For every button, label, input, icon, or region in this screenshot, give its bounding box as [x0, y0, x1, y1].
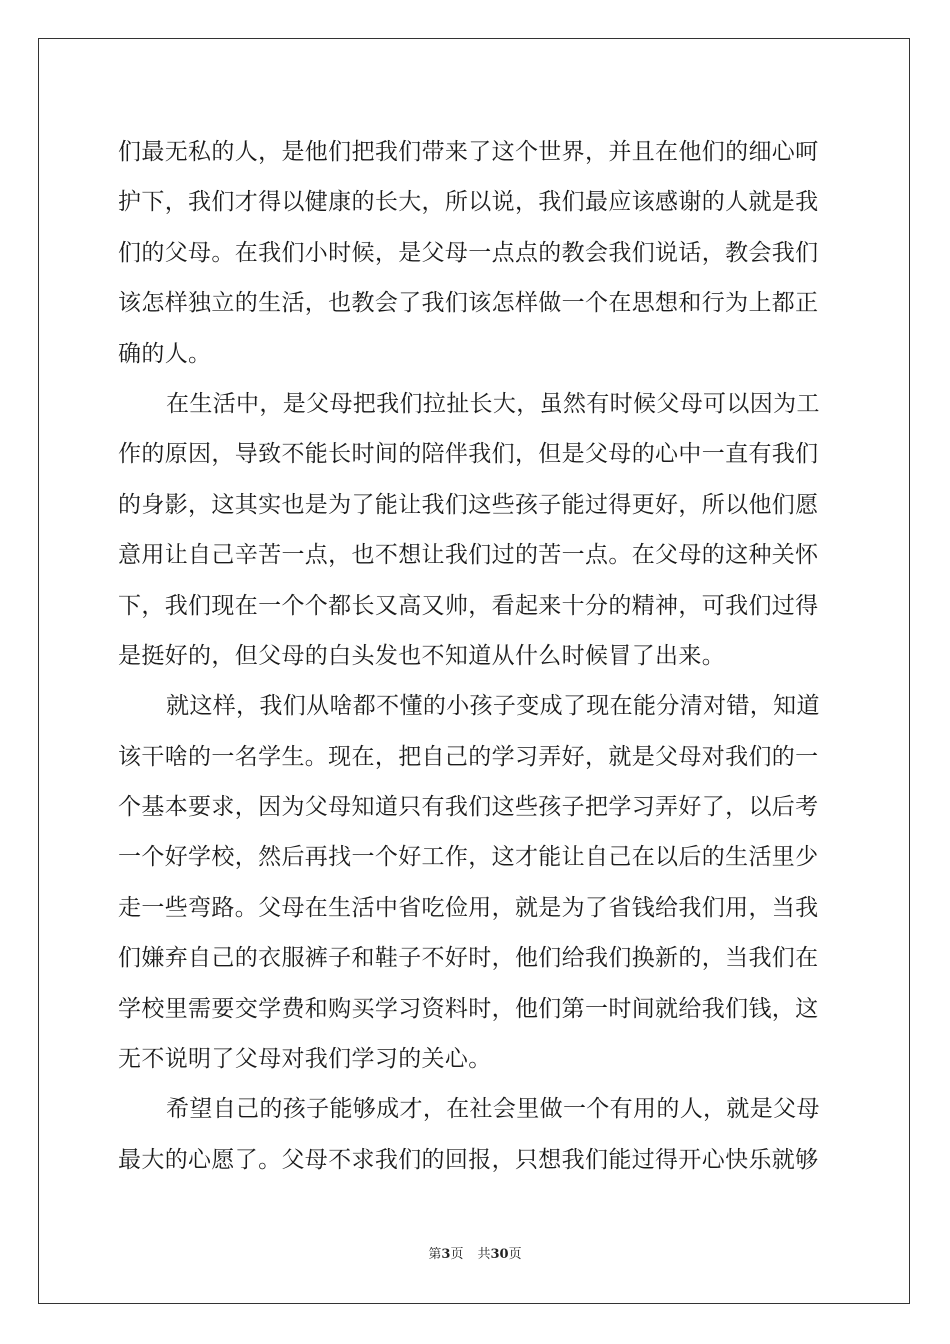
text-line: 该干啥的一名学生。现在，把自己的学习弄好，就是父母对我们的一	[118, 743, 819, 770]
text-line: 个基本要求，因为父母知道只有我们这些孩子把学习弄好了，以后考	[118, 794, 819, 821]
text-line: 走一些弯路。父母在生活中省吃俭用，就是为了省钱给我们用，当我	[118, 894, 819, 921]
page-suffix: 页	[450, 1247, 464, 1262]
text-line: 下，我们现在一个个都长又高又帅，看起来十分的精神，可我们过得	[118, 592, 819, 619]
page-footer	[0, 1246, 950, 1264]
text-line: 们的父母。在我们小时候，是父母一点点的教会我们说话，教会我们	[118, 239, 819, 266]
text-line: 护下，我们才得以健康的长大，所以说，我们最应该感谢的人就是我	[118, 189, 819, 216]
text-line: 意用让自己辛苦一点，也不想让我们过的苦一点。在父母的这种关怀	[118, 542, 819, 569]
text-line: 一个好学校，然后再找一个好工作，这才能让自己在以后的生活里少	[118, 844, 819, 871]
text-line: 就这样，我们从啥都不懂的小孩子变成了现在能分清对错，知道	[166, 693, 820, 720]
text-line: 希望自己的孩子能够成才，在社会里做一个有用的人，就是父母	[166, 1096, 820, 1123]
page-prefix: 第	[428, 1247, 442, 1262]
total-pages: 30	[490, 1247, 509, 1262]
total-suffix: 页	[508, 1247, 522, 1262]
text-line: 们最无私的人，是他们把我们带来了这个世界，并且在他们的细心呵	[118, 139, 819, 165]
text-line: 无不说明了父母对我们学习的关心。	[118, 1046, 492, 1073]
page-number: 3	[441, 1247, 451, 1262]
text-line: 们嫌弃自己的衣服裤子和鞋子不好时，他们给我们换新的，当我们在	[118, 945, 819, 972]
text-line: 是挺好的，但父母的白头发也不知道从什么时候冒了出来。	[118, 642, 726, 669]
text-line: 作的原因，导致不能长时间的陪伴我们，但是父母的心中一直有我们	[118, 441, 819, 468]
text-line: 最大的心愿了。父母不求我们的回报，只想我们能过得开心快乐就够	[118, 1146, 819, 1173]
text-line: 确的人。	[118, 340, 212, 367]
text-line: 学校里需要交学费和购买学习资料时，他们第一时间就给我们钱，这	[118, 995, 819, 1022]
total-prefix: 共	[477, 1247, 491, 1262]
text-line: 该怎样独立的生活，也教会了我们该怎样做一个在思想和行为上都正	[118, 290, 819, 317]
text-line: 的身影，这其实也是为了能让我们这些孩子能过得更好，所以他们愿	[118, 491, 819, 518]
document-body	[118, 127, 838, 1185]
text-line: 在生活中，是父母把我们拉扯长大，虽然有时候父母可以因为工	[166, 390, 820, 417]
